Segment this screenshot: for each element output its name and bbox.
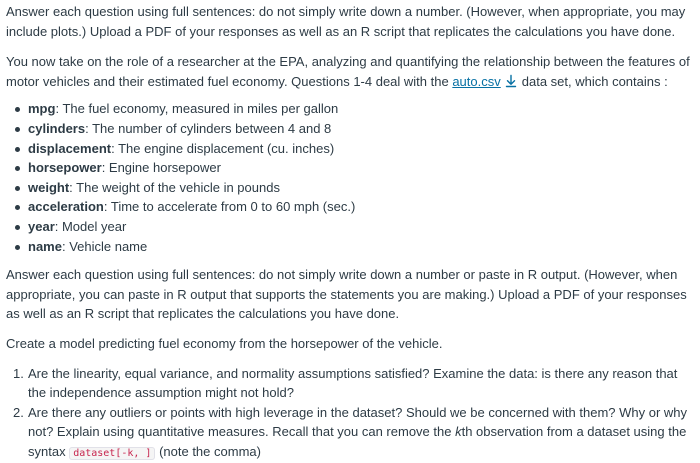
variable-item-weight xyxy=(28,178,694,198)
variable-desc: : The engine displacement (cu. inches) xyxy=(111,140,335,156)
download-icon[interactable] xyxy=(504,74,518,88)
context-text-before-link: You now take on the role of a researcher at the EPA, analyzing and quantifying the relationship between the features of motor vehicles and their estimated fuel economy. Questions 1-4 deal with the xyxy=(6,54,690,89)
variable-desc: : The fuel economy, measured in miles per gallon xyxy=(55,101,339,117)
question-text-before: Are there any outliers or points with high leverage in the dataset? Should we be concerned with them? Why or why not? Explain using quantitative measures. Recall that you can remove the xyxy=(28,404,688,440)
auto-csv-link[interactable]: auto.csv xyxy=(452,73,501,89)
variable-name: acceleration xyxy=(28,199,104,215)
question-number: 1. xyxy=(13,365,24,381)
variable-item-year xyxy=(28,217,694,237)
variable-desc: : Model year xyxy=(54,218,127,234)
variable-name: displacement xyxy=(28,140,112,156)
variable-desc: : Time to accelerate from 0 to 60 mph (sec.) xyxy=(103,199,356,215)
instructions-paragraph: Answer each question using full sentences: do not simply write down a number or paste in R output. (However, when appropriate, you can paste in R output that supports the statements you are making.) Upload a PDF of your responses as well as an R script that replicates the calculations you have done. xyxy=(6,267,687,322)
variable-desc: : The number of cylinders between 4 and 8 xyxy=(85,120,332,136)
variable-name: name xyxy=(28,238,62,254)
question-item-2 xyxy=(13,403,694,463)
variable-name: cylinders xyxy=(28,120,86,136)
question-text-middle: th observation from a dataset using the syntax xyxy=(28,424,687,459)
variable-desc: : The weight of the vehicle in pounds xyxy=(69,179,280,195)
variable-item-acceleration xyxy=(28,197,694,217)
context-paragraph xyxy=(6,52,694,91)
variable-desc: : Engine horsepower xyxy=(101,160,221,176)
variable-item-name xyxy=(28,237,694,257)
question-k-italic: k xyxy=(455,424,462,440)
variable-item-mpg xyxy=(28,99,694,119)
variable-item-displacement xyxy=(28,139,694,159)
code-snippet: dataset[-k, ] xyxy=(69,447,155,460)
variable-name: year xyxy=(28,218,55,234)
variable-name: mpg xyxy=(28,101,56,117)
question-number: 2. xyxy=(13,404,24,420)
variable-item-cylinders xyxy=(28,119,694,139)
question-text: Are the linearity, equal variance, and normality assumptions satisfied? Examine the data: is there any reason that the independence assumption might not hold? xyxy=(28,365,678,401)
question-list xyxy=(6,364,694,463)
assignment-content xyxy=(6,2,694,463)
variable-item-horsepower xyxy=(28,158,694,178)
variable-name: weight xyxy=(28,179,70,195)
question-item-1 xyxy=(13,364,694,403)
variable-name: horsepower xyxy=(28,160,102,176)
variable-desc: : Vehicle name xyxy=(61,238,148,254)
question-text-after: (note the comma) xyxy=(155,443,261,459)
variable-list xyxy=(6,99,694,256)
task-paragraph: Create a model predicting fuel economy from the horsepower of the vehicle. xyxy=(6,335,443,351)
intro-paragraph: Answer each question using full sentences: do not simply write down a number. (However, when appropriate, you may include plots.) Upload a PDF of your responses as well as an R script that replicates the calculations you have done. xyxy=(6,4,686,39)
context-text-after-link: data set, which contains : xyxy=(521,73,668,89)
